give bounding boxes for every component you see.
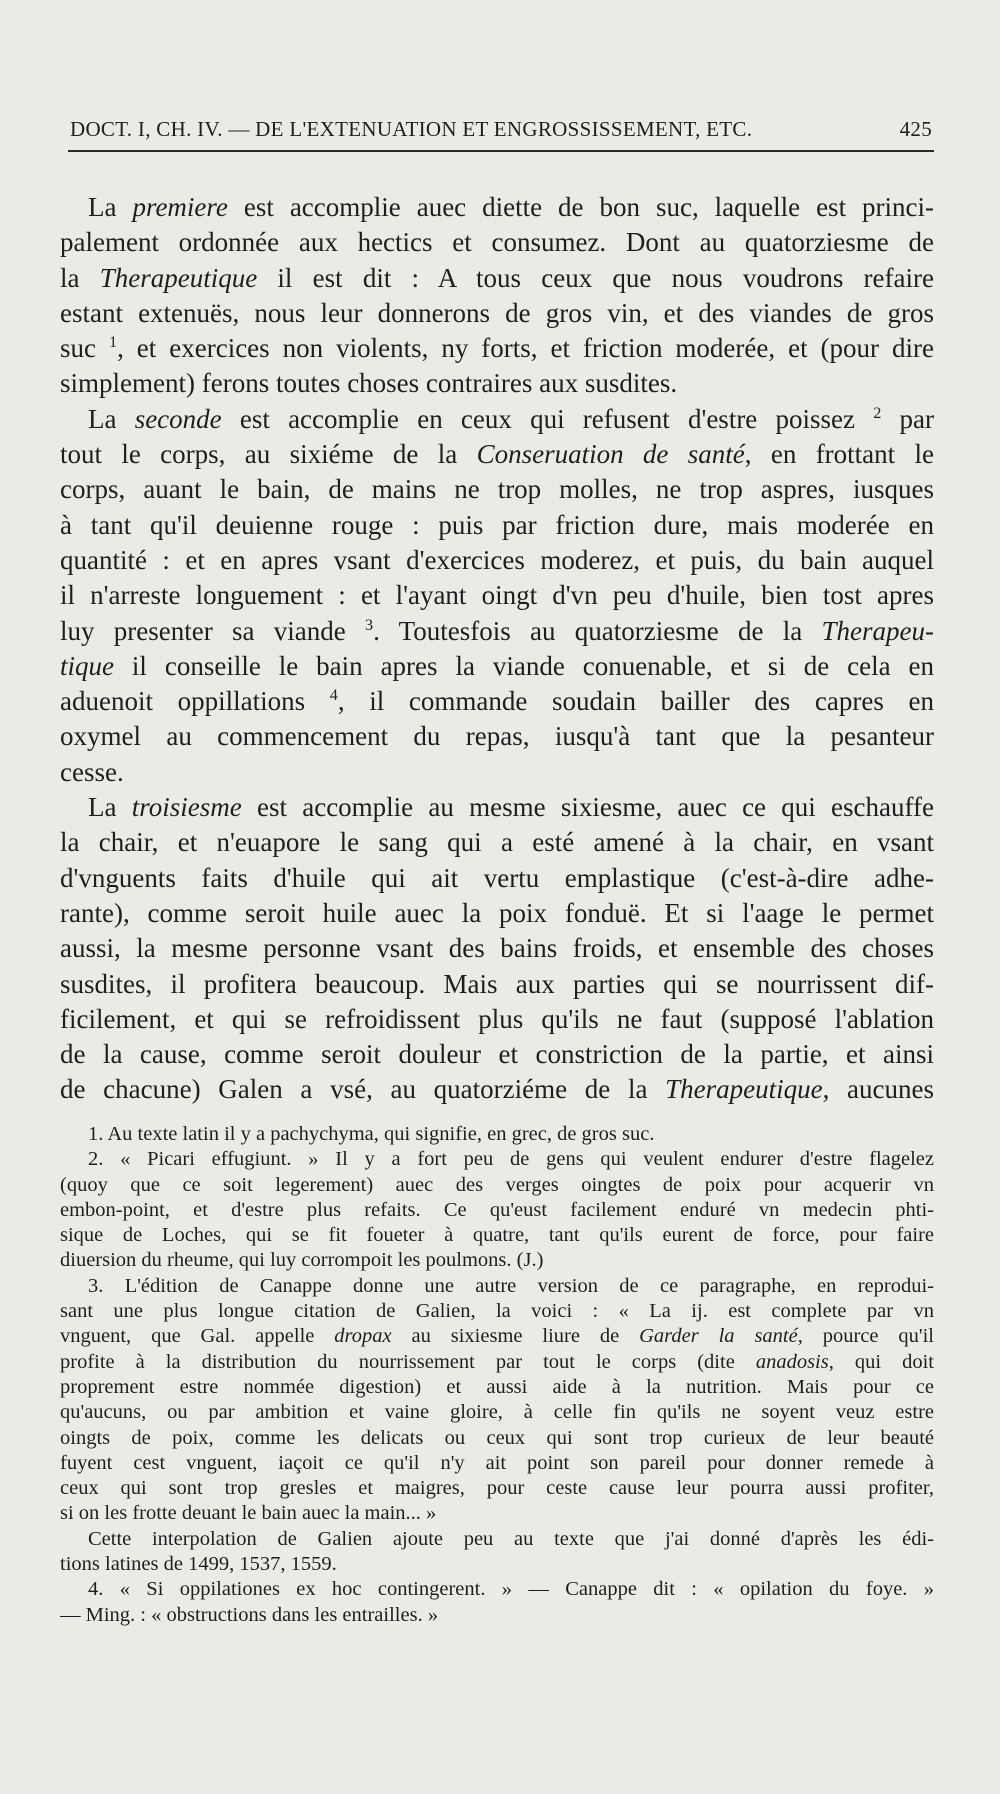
text-run: il est dit : A tous ceux que nous voudrons refaire [257, 262, 934, 293]
text-run: proprement estre nommée digestion) et aussi aide à la nutrition. Mais pour ce [60, 1375, 934, 1398]
text-run: 3. L'édition de Canappe donne une autre version de ce paragraphe, en reprodui- [88, 1274, 934, 1297]
text-run: fuyent cest vnguent, iaçoit ce qu'il n'y ait point son pareil pour donner remede à [60, 1451, 934, 1474]
text-run: de la cause, comme seroit douleur et constriction de la partie, et ainsi [60, 1039, 934, 1070]
text-run: si on les frotte deuant le bain auec la main... » [60, 1502, 437, 1525]
note-line [60, 1552, 934, 1577]
text-run: corps, auant le bain, de mains ne trop molles, ne trop aspres, iusques [60, 474, 934, 505]
note-line [60, 1603, 934, 1628]
note-line [60, 1274, 934, 1299]
text-run: palement ordonnée aux hectics et consumez. Dont au quatorziesme de [60, 227, 934, 258]
note-line [60, 1198, 934, 1223]
body-line [60, 861, 934, 896]
text-run: qu'aucuns, ou par ambition et vaine gloire, à celle fin qu'ils ne soyent veuz estre [60, 1401, 934, 1424]
body-line [60, 1037, 934, 1072]
body-line [60, 261, 934, 296]
body-line [60, 402, 934, 437]
text-run: rante), comme seroit huile auec la poix fonduë. Et si l'aage le permet [60, 897, 934, 928]
body-line [60, 543, 934, 578]
italic-run: premiere [132, 192, 228, 222]
italic-run: seconde [134, 403, 222, 434]
note-line [60, 1324, 934, 1349]
note-line [60, 1299, 934, 1324]
text-run: , il commande soudain bailler des capres en [337, 686, 934, 717]
italic-run: Therapeutique [665, 1074, 823, 1105]
text-run: est accomplie auec diette de bon suc, laquelle est princi- [227, 192, 934, 222]
body-line [60, 296, 934, 331]
text-run: tout le corps, au sixiéme de la [60, 439, 477, 470]
text-run: quantité : et en apres vsant d'exercices moderez, et puis, du bain auquel [60, 544, 934, 575]
body-line [60, 1002, 934, 1037]
note-line [60, 1400, 934, 1425]
note-line [60, 1577, 934, 1602]
body-line [60, 437, 934, 472]
text-run: La [88, 792, 132, 823]
footnote-ref: 1 [108, 333, 118, 352]
text-run: oingts de poix, comme les delicats ou ceux qui sont trop curieux de leur beauté [60, 1426, 934, 1449]
running-title: DOCT. I, CH. IV. — DE L'EXTENUATION ET ENGROSSISSEMENT, ETC. [70, 117, 753, 141]
body-line [60, 472, 934, 507]
text-run: sique de Loches, qui se fit foueter à quatre, tant qu'ils eurent de force, pour faire [60, 1224, 934, 1247]
main-text [60, 190, 934, 1108]
italic-run: tique [60, 650, 114, 681]
text-run: 4. « Si oppilationes ex hoc contingerent. » — Canappe dit : « opilation du foye. » [88, 1578, 934, 1601]
body-line [60, 366, 934, 401]
footnote-ref: 4 [329, 686, 338, 705]
body-line [60, 331, 934, 366]
text-run: (quoy que ce soit legerement) auec des verges oingtes de poix pour acquerir vn [60, 1173, 934, 1196]
text-run: tions latines de 1499, 1537, 1559. [60, 1553, 337, 1576]
text-run: ceux qui sont trop gresles et maigres, pour ceste cause leur pourra aussi profiter, [60, 1477, 934, 1500]
note-line [60, 1223, 934, 1248]
text-run: il n'arreste longuement : et l'ayant oingt d'vn peu d'huile, bien tost apres [60, 580, 934, 611]
note-line [60, 1451, 934, 1476]
body-line [60, 825, 934, 860]
text-run: d'vnguents faits d'huile qui ait vertu emplastique (c'est-à-dire adhe- [60, 862, 934, 893]
text-run: La [88, 192, 133, 222]
text-run: la chair, et n'euapore le sang qui a esté amené à la chair, en vsant [60, 827, 934, 858]
header-rule [68, 150, 934, 152]
text-run: . Toutesfois au quatorziesme de la [373, 615, 822, 646]
text-run: , pource qu'il [797, 1325, 934, 1348]
text-run: ficilement, et qui se refroidissent plus qu'ils ne faut (supposé l'ablation [60, 1003, 934, 1034]
text-run: à tant qu'il deuienne rouge : puis par friction dure, mais moderée en [60, 509, 934, 540]
body-line [60, 508, 934, 543]
text-run: La [88, 403, 135, 434]
italic-run: troisiesme [131, 792, 242, 823]
text-run: embon-point, et d'estre plus refaits. Ce qu'eust facilement enduré vn medecin phti- [60, 1198, 934, 1221]
body-line [60, 967, 934, 1002]
footnotes [60, 1122, 934, 1628]
text-run: susdites, il profitera beaucoup. Mais aux parties qui se nourrissent dif- [60, 968, 934, 999]
text-run: — Ming. : « obstructions dans les entrailles. » [60, 1603, 439, 1626]
text-run: aduenoit oppillations [60, 686, 330, 717]
body-line [60, 614, 934, 649]
text-run: sant une plus longue citation de Galien, la voici : « La ij. est complete par vn [60, 1300, 934, 1323]
text-run: 1. Au texte latin il y a pachychyma, qui signifie, en grec, de gros suc. [88, 1123, 655, 1145]
italic-run: anadosis [755, 1350, 829, 1373]
italic-run: Conseruation de santé [476, 439, 745, 470]
text-run: est accomplie en ceux qui refusent d'estre poissez [221, 403, 874, 434]
text-run: estant extenuës, nous leur donnerons de gros vin, et des viandes de gros [60, 297, 934, 328]
text-run: simplement) ferons toutes choses contraires aux susdites. [60, 368, 678, 399]
note-line [60, 1375, 934, 1400]
text-run: Cette interpolation de Galien ajoute peu au texte que j'ai donné d'après les édi- [88, 1527, 934, 1550]
text-run: luy presenter sa viande [60, 615, 366, 646]
text-run: la [60, 262, 100, 293]
text-run: , aucunes [822, 1074, 934, 1105]
note-line [60, 1122, 934, 1147]
text-run: oxymel au commencement du repas, iusqu'à tant que la pesanteur [60, 721, 934, 752]
body-line [60, 755, 934, 790]
text-run: vnguent, que Gal. appelle [60, 1325, 335, 1348]
page-number: 425 [899, 117, 932, 141]
text-run: 2. « Picari effugiunt. » Il y a fort peu de gens qui veulent endurer d'estre flagelez [88, 1148, 934, 1171]
body-line [60, 790, 934, 825]
text-run: suc [60, 333, 109, 364]
text-run: diuersion du rheume, qui luy corrompoit les poulmons. (J.) [60, 1249, 544, 1272]
note-line [60, 1476, 934, 1501]
note-line [60, 1248, 934, 1273]
italic-run: dropax [334, 1325, 392, 1348]
italic-run: Therapeutique [99, 262, 258, 293]
text-run: est accomplie au mesme sixiesme, auec ce qui eschauffe [241, 792, 934, 823]
text-run: profite à la distribution du nourrissement par tout le corps (dite [60, 1350, 756, 1373]
note-line [60, 1350, 934, 1375]
text-run: au sixiesme liure de [391, 1325, 640, 1348]
note-line [60, 1501, 934, 1526]
body-line [60, 649, 934, 684]
body-line [60, 225, 934, 260]
body-line [60, 578, 934, 613]
note-line [60, 1173, 934, 1198]
body-line [60, 1072, 934, 1107]
note-line [60, 1527, 934, 1552]
text-run: il conseille le bain apres la viande conuenable, et si de cela en [114, 650, 934, 681]
note-line [60, 1147, 934, 1172]
body-line [60, 896, 934, 931]
running-header [70, 117, 932, 142]
body-line [60, 931, 934, 966]
text-run: , et exercices non violents, ny forts, et friction moderée, et (pour dire [117, 333, 934, 364]
footnote-ref: 2 [873, 403, 882, 422]
italic-run: Therapeu- [821, 615, 934, 646]
text-run: , qui doit [828, 1350, 934, 1373]
text-run: , en frottant le [744, 439, 934, 470]
body-line [60, 719, 934, 754]
text-run: aussi, la mesme personne vsant des bains froids, et ensemble des choses [60, 933, 934, 964]
text-run: par [881, 403, 934, 434]
italic-run: Garder la santé [639, 1325, 798, 1348]
text-run: de chacune) Galen a vsé, au quatorziéme de la [60, 1074, 666, 1105]
text-run: cesse. [60, 756, 124, 787]
note-line [60, 1426, 934, 1451]
footnote-ref: 3 [365, 615, 374, 634]
body-line [60, 684, 934, 719]
body-line [60, 190, 934, 225]
